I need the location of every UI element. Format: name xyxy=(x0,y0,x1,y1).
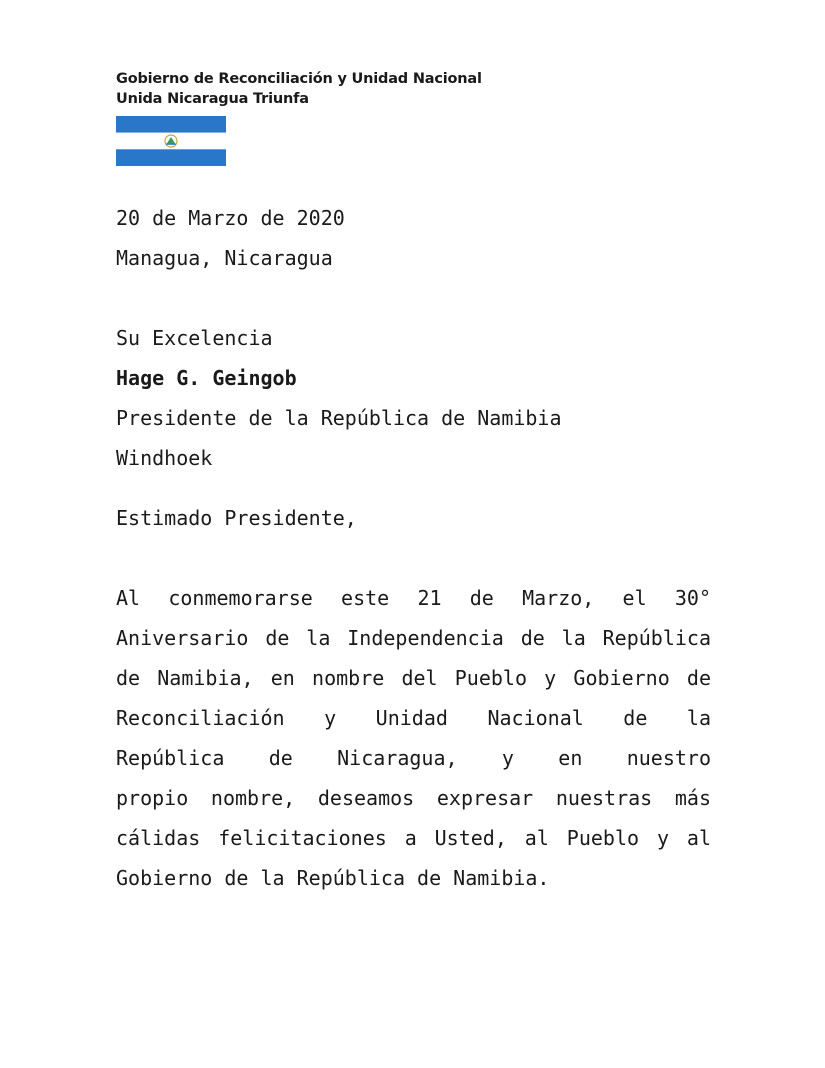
body-line: cálidas felicitaciones a Usted, al Pueblo y al xyxy=(116,826,711,850)
body-line: Al conmemorarse este 21 de Marzo, el 30° xyxy=(116,586,711,610)
recipient-title: Presidente de la República de Namibia xyxy=(116,406,562,430)
recipient-name: Hage G. Geingob xyxy=(116,366,297,390)
body-line: Reconciliación y Unidad Nacional de la xyxy=(116,706,711,730)
body-line: República de Nicaragua, y en nuestro xyxy=(116,746,711,770)
body-line: propio nombre, deseamos expresar nuestras más xyxy=(116,786,711,810)
body-line: Aniversario de la Independencia de la República xyxy=(116,626,711,650)
body-line: Gobierno de la República de Namibia. xyxy=(116,866,550,890)
greeting: Estimado Presidente, xyxy=(116,506,357,530)
letter-body xyxy=(116,578,711,898)
greeting-block xyxy=(116,498,357,538)
nicaragua-flag-icon xyxy=(116,116,226,166)
letter-date: 20 de Marzo de 2020 xyxy=(116,206,345,230)
letterhead-slogan: Unida Nicaragua Triunfa xyxy=(116,91,309,107)
recipient-block xyxy=(116,318,562,478)
recipient-salutation: Su Excelencia xyxy=(116,326,273,350)
letter-place: Managua, Nicaragua xyxy=(116,246,333,270)
date-place-block xyxy=(116,198,345,278)
recipient-city: Windhoek xyxy=(116,446,213,470)
body-line: de Namibia, en nombre del Pueblo y Gobierno de xyxy=(116,666,711,690)
letterhead xyxy=(116,69,482,109)
letterhead-government-name: Gobierno de Reconciliación y Unidad Nacional xyxy=(116,71,482,87)
